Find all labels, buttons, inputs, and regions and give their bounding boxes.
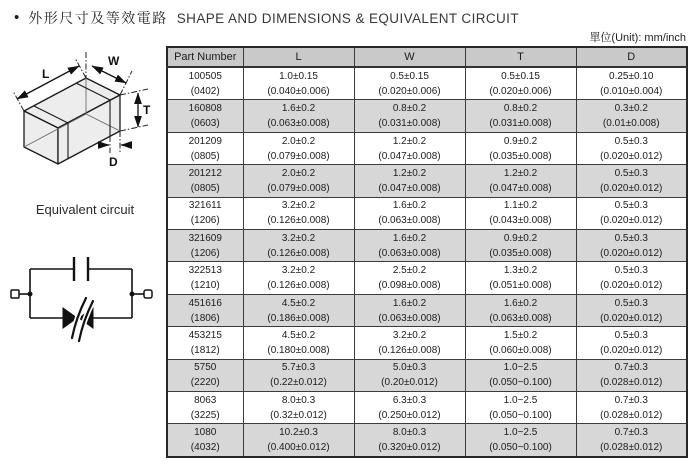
value-inch: (0.126±0.008) [267,215,330,227]
table-row [167,67,687,100]
value-inch: (0.043±0.008) [489,215,552,227]
dimension-cell [576,424,687,457]
value-mm: 1.6±0.2 [503,297,538,309]
dimension-cell [354,327,465,359]
value-inch: (0.020±0.006) [378,85,441,97]
dimension-cell [576,197,687,229]
value-mm: 201212 [188,167,222,179]
value-inch: (0.400±0.012) [267,442,330,454]
dimension-cell [354,165,465,197]
value-mm: 0.5±0.3 [614,167,648,179]
value-mm: 3.2±0.2 [281,200,316,212]
value-inch: (0.01±0.008) [602,118,660,130]
part-number-cell [167,100,243,132]
value-inch: (0.035±0.008) [489,150,552,162]
dimension-cell [576,392,687,424]
dimension-cell [354,197,465,229]
part-number-cell [167,327,243,359]
table-row [167,424,687,457]
value-mm: 5.7±0.3 [281,362,316,374]
value-mm: 0.7±0.3 [614,362,648,374]
page-title: SHAPE AND DIMENSIONS & EQUIVALENT CIRCUIT [176,10,519,26]
value-inch: (0.126±0.008) [378,344,441,356]
dimension-cell [354,100,465,132]
value-inch: (0.031±0.008) [378,118,441,130]
dimension-cell [354,132,465,164]
dimension-cell [243,132,354,164]
dimension-cell [576,262,687,294]
value-inch: (0.186±0.008) [267,312,330,324]
dimension-cell [243,392,354,424]
value-mm: 201209 [188,135,222,147]
value-inch: (0.126±0.008) [267,280,330,292]
value-inch: (0.035±0.008) [489,247,552,259]
value-mm: 0.9±0.2 [503,232,538,244]
chip-dimension-diagram [8,52,160,186]
value-mm: 0.5±0.3 [614,200,648,212]
dimension-cell [465,424,576,457]
part-number-cell [167,294,243,326]
part-number-cell [167,132,243,164]
value-mm: 0.25±0.10 [609,70,654,82]
value-inch: (1812) [190,344,220,356]
value-mm: 2.0±0.2 [281,135,316,147]
value-inch: (0.063±0.008) [378,215,441,227]
value-mm: 0.5±0.15 [390,70,429,82]
value-inch: (0.020±0.012) [600,344,663,356]
value-inch: (0.32±0.012) [270,409,327,421]
dimension-cell [576,230,687,262]
dimension-label-W: W [108,54,120,68]
value-inch: (0.020±0.012) [600,247,663,259]
value-inch: (0.22±0.012) [270,377,327,389]
dimension-cell [243,100,354,132]
value-inch: (0.050~0.100) [489,377,552,389]
equivalent-circuit-label: Equivalent circuit [35,202,135,217]
dimension-cell [243,197,354,229]
dimension-cell [465,67,576,100]
value-inch: (0.028±0.012) [600,409,663,421]
value-inch: (0.020±0.012) [600,215,663,227]
bullet-icon: • [14,8,20,26]
dimensions-table-body [167,67,687,457]
value-mm: 0.7±0.3 [614,427,648,439]
value-inch: (0.050~0.100) [489,442,552,454]
table-row [167,262,687,294]
value-mm: 100505 [188,70,222,82]
value-mm: 1.6±0.2 [281,103,316,115]
part-number-cell [167,392,243,424]
dimension-cell [243,294,354,326]
value-mm: 453215 [188,329,222,341]
value-inch: (0.060±0.008) [489,344,552,356]
dimension-cell [243,359,354,391]
capacitor-symbol [74,257,88,281]
value-mm: 4.5±0.2 [281,297,316,309]
value-mm: 2.0±0.2 [281,167,316,179]
value-mm: 3.2±0.2 [281,232,316,244]
value-mm: 1.0~2.5 [503,427,538,439]
dimension-label-D: D [109,155,118,169]
value-mm: 1.0±0.15 [279,70,318,82]
dimension-cell [465,230,576,262]
value-inch: (0.028±0.012) [600,377,663,389]
left-terminal [11,290,19,298]
value-mm: 2.5±0.2 [392,265,427,277]
table-row [167,100,687,132]
dimension-cell [465,100,576,132]
value-inch: (0.180±0.008) [267,344,330,356]
col-header-L: L [243,47,354,67]
value-inch: (0.079±0.008) [267,150,330,162]
value-mm: 1.5±0.2 [503,329,538,341]
dimension-cell [354,262,465,294]
value-inch: (0805) [190,150,220,162]
value-mm: 1.0~2.5 [503,362,538,374]
dimension-cell [576,100,687,132]
value-inch: (0.079±0.008) [267,182,330,194]
value-inch: (0.047±0.008) [378,182,441,194]
dimension-cell [243,67,354,100]
value-mm: 1.6±0.2 [392,232,427,244]
value-mm: 0.5±0.3 [614,297,648,309]
page-title-chinese: 外形尺寸及等效電路 [28,10,168,26]
dimension-cell [576,359,687,391]
value-inch: (1210) [190,280,220,292]
page-header [14,8,519,28]
value-mm: 322513 [188,265,222,277]
value-mm: 0.5±0.3 [614,265,648,277]
table-row [167,197,687,229]
equivalent-circuit-diagram [6,250,158,346]
value-inch: (4032) [190,442,220,454]
value-mm: 4.5±0.2 [281,329,316,341]
value-inch: (0.020±0.012) [600,280,663,292]
dimension-cell [465,165,576,197]
dimension-cell [576,165,687,197]
value-inch: (1206) [190,215,220,227]
value-mm: 1.2±0.2 [503,167,538,179]
value-inch: (0.063±0.008) [489,312,552,324]
value-inch: (0.020±0.012) [600,312,663,324]
value-mm: 0.3±0.2 [614,103,648,115]
value-mm: 1.6±0.2 [392,200,427,212]
value-inch: (0603) [190,118,220,130]
value-mm: 0.5±0.3 [614,329,648,341]
dimension-label-T: T [143,103,151,117]
value-mm: 1.1±0.2 [503,200,538,212]
dimension-cell [576,327,687,359]
dimension-cell [354,424,465,457]
dimension-cell [465,392,576,424]
value-mm: 0.5±0.3 [614,232,648,244]
dimension-cell [576,132,687,164]
value-inch: (0.20±0.012) [381,377,438,389]
value-inch: (0.020±0.012) [600,150,663,162]
dimension-cell [465,359,576,391]
dimension-cell [243,327,354,359]
dimension-cell [465,132,576,164]
dimension-cell [576,67,687,100]
col-header-W: W [354,47,465,67]
value-inch: (0.250±0.012) [378,409,441,421]
value-mm: 0.5±0.15 [501,70,540,82]
value-mm: 0.5±0.3 [614,135,648,147]
table-header-row [167,47,687,67]
value-mm: 0.9±0.2 [503,135,538,147]
value-mm: 10.2±0.3 [279,427,318,439]
value-inch: (0.040±0.006) [267,85,330,97]
value-mm: 6.3±0.3 [392,394,427,406]
value-inch: (0.050~0.100) [489,409,552,421]
value-mm: 1.3±0.2 [503,265,538,277]
value-inch: (0402) [190,85,220,97]
part-number-cell [167,359,243,391]
table-row [167,230,687,262]
dimension-cell [354,294,465,326]
part-number-cell [167,165,243,197]
value-mm: 0.8±0.2 [503,103,538,115]
value-mm: 321609 [188,232,222,244]
value-inch: (0.063±0.008) [378,312,441,324]
value-inch: (0.320±0.012) [378,442,441,454]
dimension-cell [243,230,354,262]
value-mm: 8.0±0.3 [281,394,316,406]
table-row [167,294,687,326]
dimension-cell [465,327,576,359]
value-inch: (0.028±0.012) [600,442,663,454]
value-mm: 1.0~2.5 [503,394,538,406]
value-inch: (0.126±0.008) [267,247,330,259]
dimension-cell [576,294,687,326]
value-inch: (0.063±0.008) [378,247,441,259]
value-mm: 160808 [188,103,222,115]
table-row [167,392,687,424]
part-number-cell [167,424,243,457]
table-row [167,132,687,164]
value-mm: 5750 [194,362,217,374]
part-number-cell [167,197,243,229]
value-mm: 0.8±0.2 [392,103,427,115]
value-inch: (0.020±0.012) [600,182,663,194]
dimension-cell [354,230,465,262]
part-number-cell [167,230,243,262]
value-inch: (2220) [190,377,220,389]
table-row [167,165,687,197]
dimension-cell [243,165,354,197]
dimension-cell [354,392,465,424]
col-header-D: D [576,47,687,67]
value-mm: 1.2±0.2 [392,167,427,179]
table-row [167,327,687,359]
value-mm: 0.7±0.3 [614,394,648,406]
dimensions-table [166,46,688,458]
value-inch: (0.098±0.008) [378,280,441,292]
value-inch: (0.051±0.008) [489,280,552,292]
dimension-cell [465,197,576,229]
dimension-cell [243,262,354,294]
value-inch: (0.020±0.006) [489,85,552,97]
col-header-T: T [465,47,576,67]
value-inch: (0.047±0.008) [378,150,441,162]
value-mm: 1.6±0.2 [392,297,427,309]
dimension-label-L: L [42,67,50,81]
value-mm: 321611 [188,200,222,212]
value-mm: 5.0±0.3 [392,362,427,374]
value-inch: (0805) [190,182,220,194]
col-header-part-number: Part Number [167,47,243,67]
value-mm: 1.2±0.2 [392,135,427,147]
dimension-cell [354,67,465,100]
table-row [167,359,687,391]
value-inch: (0.063±0.008) [267,118,330,130]
value-inch: (0.047±0.008) [489,182,552,194]
value-inch: (0.031±0.008) [489,118,552,130]
value-mm: 3.2±0.2 [281,265,316,277]
part-number-cell [167,67,243,100]
dimension-cell [243,424,354,457]
value-mm: 8063 [194,394,217,406]
part-number-cell [167,262,243,294]
value-mm: 3.2±0.2 [392,329,427,341]
right-terminal [144,290,152,298]
value-mm: 1080 [194,427,217,439]
dimension-cell [354,359,465,391]
value-inch: (3225) [190,409,220,421]
value-mm: 451616 [188,297,222,309]
value-inch: (1806) [190,312,220,324]
value-inch: (0.010±0.004) [600,85,663,97]
dimension-cell [465,294,576,326]
unit-label: 單位(Unit): mm/inch [589,32,686,44]
value-inch: (1206) [190,247,220,259]
value-mm: 8.0±0.3 [392,427,427,439]
dimension-cell [465,262,576,294]
